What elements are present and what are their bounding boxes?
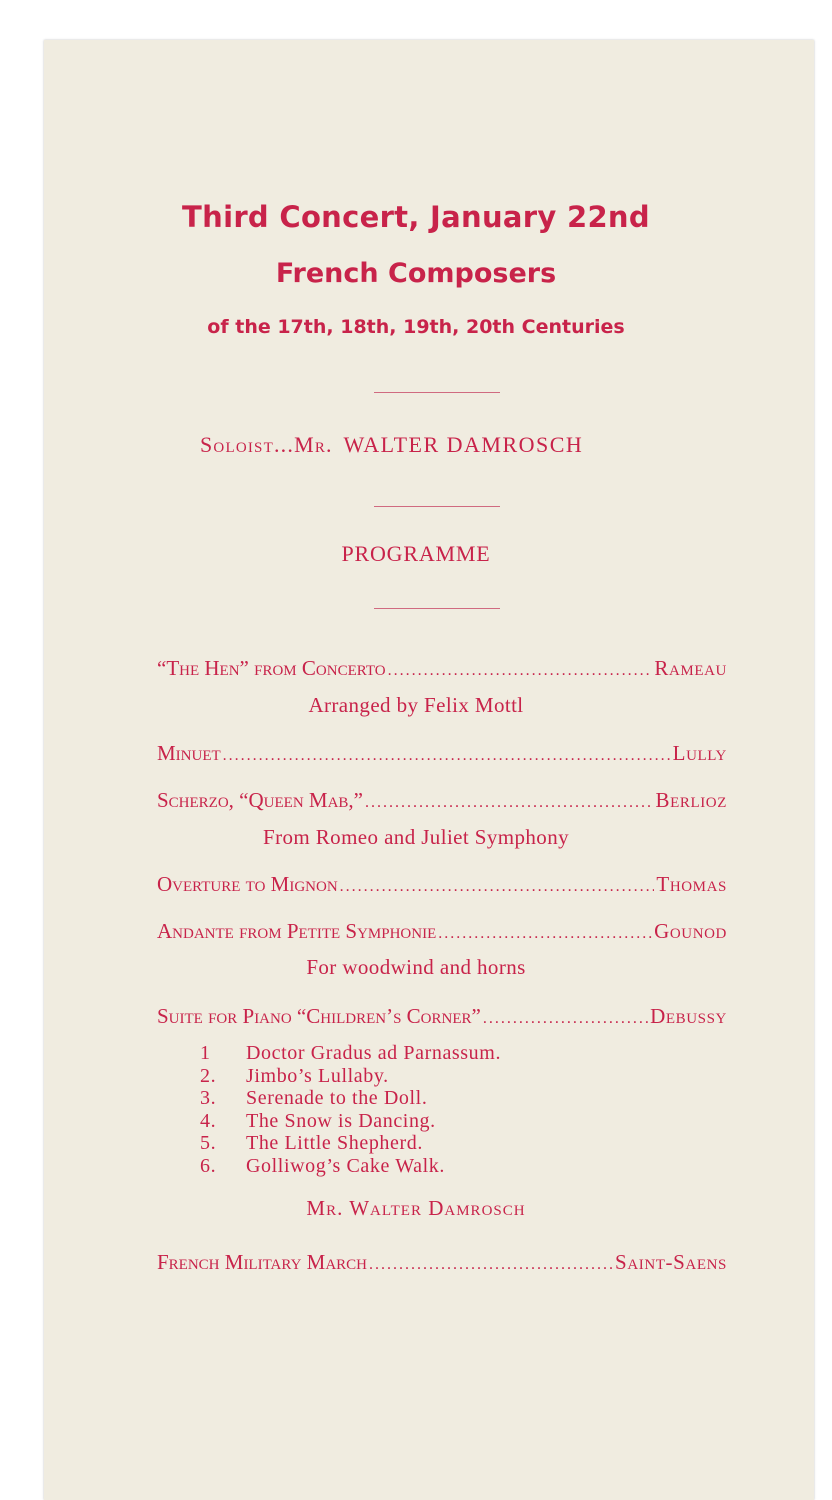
movement-title: The Snow is Dancing. bbox=[246, 1109, 436, 1132]
list-item bbox=[200, 1042, 501, 1065]
piece-title: Scherzo, “Queen Mab,” bbox=[157, 788, 363, 812]
divider bbox=[374, 608, 500, 609]
movement-title: Jimbo’s Lullaby. bbox=[246, 1064, 389, 1087]
leader-dots bbox=[365, 794, 653, 812]
leader-dots bbox=[340, 878, 655, 896]
list-item bbox=[200, 1065, 501, 1088]
soloist-label: Soloist...Mr. bbox=[200, 432, 333, 457]
composer: Thomas bbox=[656, 872, 727, 896]
list-item bbox=[200, 1132, 501, 1155]
composer: Lully bbox=[672, 741, 727, 765]
movement-number: 4. bbox=[200, 1109, 217, 1132]
movement-number: 1 bbox=[200, 1042, 211, 1064]
composer: Berlioz bbox=[655, 788, 727, 812]
movement-number: 6. bbox=[200, 1154, 217, 1177]
leader-dots bbox=[388, 662, 653, 680]
piece-title: Andante from Petite Symphonie bbox=[157, 919, 437, 943]
piece-title: “The Hen” from Concerto bbox=[157, 656, 386, 680]
soloist-name: WALTER DAMROSCH bbox=[343, 432, 584, 457]
suite-performer: Mr. Walter Damrosch bbox=[306, 1196, 526, 1220]
piece-note: From Romeo and Juliet Symphony bbox=[263, 825, 569, 849]
movement-title: Golliwog’s Cake Walk. bbox=[246, 1154, 445, 1177]
movement-number: 5. bbox=[200, 1132, 217, 1154]
programme-item bbox=[157, 919, 727, 944]
programme-item bbox=[157, 741, 727, 766]
leader-dots bbox=[438, 925, 652, 943]
piece-title: Suite for Piano “Children’s Corner” bbox=[157, 1004, 481, 1028]
composer: Rameau bbox=[654, 656, 727, 680]
movement-number: 2. bbox=[200, 1064, 217, 1087]
composer: Debussy bbox=[650, 1004, 727, 1028]
piece-title: Minuet bbox=[157, 741, 221, 765]
piece-title: Overture to Mignon bbox=[157, 872, 338, 896]
centuries-line: of the 17th, 18th, 19th, 20th Centuries bbox=[207, 316, 625, 338]
programme-item bbox=[157, 656, 727, 681]
divider bbox=[374, 392, 500, 393]
list-item bbox=[200, 1087, 501, 1110]
concert-subtitle: French Composers bbox=[275, 258, 557, 289]
leader-dots bbox=[223, 747, 671, 765]
composer: Saint-Saens bbox=[615, 1250, 727, 1274]
movement-title: Serenade to the Doll. bbox=[246, 1087, 428, 1109]
movement-title: Doctor Gradus ad Parnassum. bbox=[246, 1042, 502, 1064]
piece-title: French Military March bbox=[157, 1250, 367, 1274]
leader-dots bbox=[483, 1010, 648, 1028]
movement-number: 3. bbox=[200, 1087, 217, 1109]
programme-heading: PROGRAMME bbox=[341, 541, 491, 566]
composer: Gounod bbox=[654, 919, 727, 943]
divider bbox=[374, 506, 500, 507]
piece-note: Arranged by Felix Mottl bbox=[308, 693, 524, 717]
movement-title: The Little Shepherd. bbox=[246, 1132, 423, 1154]
concert-title: Third Concert, January 22nd bbox=[182, 200, 650, 234]
piece-note: For woodwind and horns bbox=[306, 955, 526, 979]
programme-item bbox=[157, 1250, 727, 1275]
list-item bbox=[200, 1155, 501, 1178]
programme-item bbox=[157, 872, 727, 897]
programme-item bbox=[157, 788, 727, 813]
programme-item bbox=[157, 1004, 727, 1029]
list-item bbox=[200, 1110, 501, 1133]
suite-movements bbox=[200, 1042, 501, 1177]
soloist-line bbox=[200, 432, 583, 458]
leader-dots bbox=[369, 1256, 613, 1274]
